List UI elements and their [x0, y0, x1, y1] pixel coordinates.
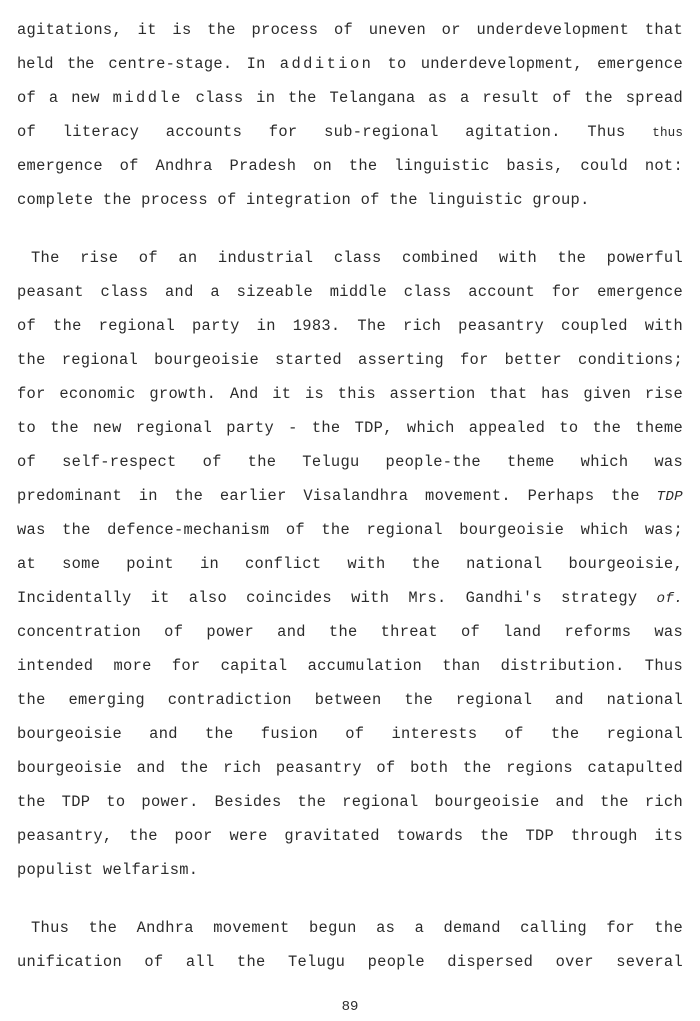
text-run: of self-respect of the Telugu people-the theme which was [17, 453, 683, 471]
text-run: for economic growth. And it is this assertion that has given rise [17, 385, 683, 403]
italic-run: TDP [656, 489, 683, 505]
text-line [17, 411, 683, 445]
text-line [17, 377, 683, 411]
text-run: peasantry, the poor were gravitated towards the TDP through its [17, 827, 683, 845]
body-text-column [17, 13, 683, 979]
text-run: populist welfarism. [17, 861, 199, 879]
text-line [17, 47, 683, 81]
text-run: the emerging contradiction between the regional and national [17, 691, 683, 709]
paragraph-2 [17, 241, 683, 887]
text-line [17, 445, 683, 479]
text-run: of the regional party in 1983. The rich peasantry coupled with [17, 317, 683, 335]
text-run: agitations, it is the process of uneven or underdevelopment that [17, 21, 683, 39]
text-line [17, 819, 683, 853]
text-run: to underdevelopment, emergence [373, 55, 683, 73]
text-run: bourgeoisie and the rich peasantry of both the regions catapulted [17, 759, 683, 777]
text-run: centre-stage. In [94, 55, 280, 73]
text-run: unification of all the Telugu people dispersed over several [17, 953, 683, 971]
page-number: 89 [341, 999, 359, 1015]
text-line [17, 513, 683, 547]
text-line [17, 683, 683, 717]
text-line [17, 13, 683, 47]
text-line [17, 751, 683, 785]
text-line [17, 649, 683, 683]
text-line [17, 275, 683, 309]
text-line [17, 241, 683, 275]
text-run: was the defence-mechanism of the regional bourgeoisie which was; [17, 521, 683, 539]
text-run: Thus the Andhra movement begun as a demand calling for the [31, 919, 683, 937]
text-run: bourgeoisie and the fusion of interests of the regional [17, 725, 683, 743]
text-line [17, 115, 683, 149]
text-line [17, 81, 683, 115]
paragraph-spacer [17, 217, 683, 241]
text-run: concentration of power and the threat of land reforms was [17, 623, 683, 641]
text-line [17, 309, 683, 343]
text-run: class in the Telangana as a result of the spread [182, 89, 683, 107]
text-run: to the new regional party - the TDP, which appealed to the theme [17, 419, 683, 437]
text-line [17, 911, 683, 945]
paragraph-3 [17, 911, 683, 979]
italic-run: of. [656, 591, 683, 607]
text-run: of literacy accounts for sub-regional agitation. Thus [17, 123, 653, 141]
text-run: the TDP to power. Besides the regional bourgeoisie and the rich [17, 793, 683, 811]
paragraph-1 [17, 13, 683, 217]
small-run: thus [652, 126, 683, 140]
text-line [17, 853, 683, 887]
text-run: peasant class and a sizeable middle class account for emergence [17, 283, 683, 301]
text-line [17, 615, 683, 649]
text-run: held the [17, 55, 95, 73]
text-line [17, 149, 683, 183]
letterspaced-run: middle [112, 89, 183, 107]
text-line [17, 945, 683, 979]
text-run: The rise of an industrial class combined with the powerful [31, 249, 683, 267]
text-line [17, 785, 683, 819]
text-run: emergence of Andhra Pradesh on the linguistic basis, could not: [17, 157, 683, 175]
text-run: predominant in the earlier Visalandhra movement. Perhaps the [17, 487, 657, 505]
text-run: complete the process of integration of the linguistic group. [17, 191, 590, 209]
text-run: the regional bourgeoisie started asserting for better conditions; [17, 351, 683, 369]
text-line [17, 183, 683, 217]
text-line [17, 717, 683, 751]
text-run: at some point in conflict with the national bourgeoisie, [17, 555, 683, 573]
text-line [17, 479, 683, 513]
text-run: Incidentally it also coincides with Mrs. Gandhi's strategy [17, 589, 657, 607]
text-line [17, 547, 683, 581]
text-line [17, 343, 683, 377]
letterspaced-run: addition [279, 55, 374, 73]
paragraph-spacer [17, 887, 683, 911]
text-run: intended more for capital accumulation than distribution. Thus [17, 657, 683, 675]
text-run: of a new [17, 89, 113, 107]
text-line [17, 581, 683, 615]
